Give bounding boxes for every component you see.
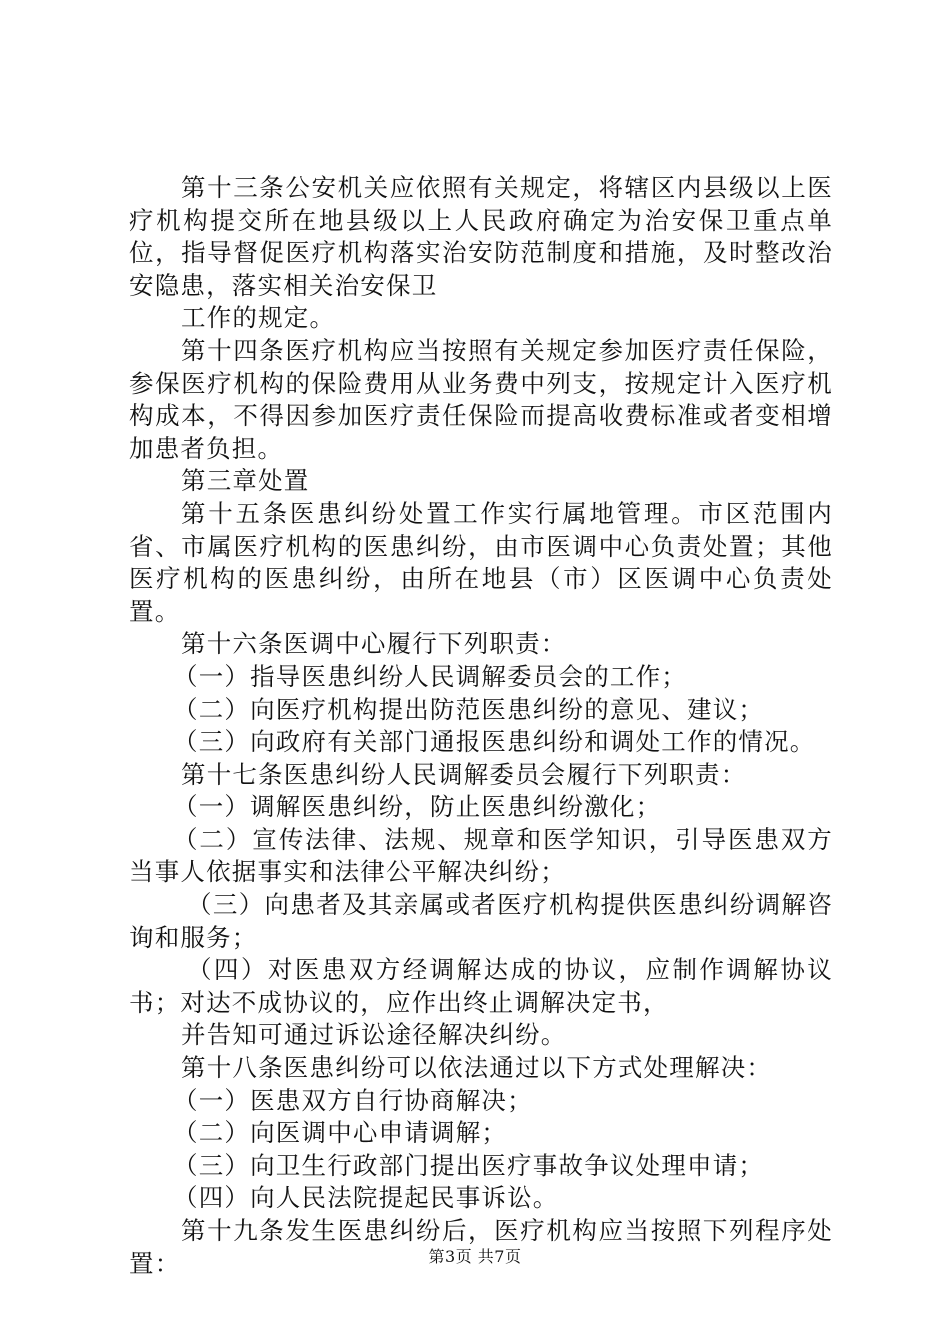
paragraph: 第十八条医患纠纷可以依法通过以下方式处理解决： <box>181 1053 773 1083</box>
paragraph: 第十九条发生医患纠纷后，医疗机构应当按照下列程序处置： <box>129 1216 833 1278</box>
list-item: （一）调解医患纠纷，防止医患纠纷激化； <box>173 792 662 822</box>
paragraph: 第十五条医患纠纷处置工作实行属地管理。市区范围内省、市属医疗机构的医患纠纷，由市医调中心负责处置；其他医疗机构的医患纠纷，由所在地县（市）区医调中心负责处置。 <box>129 498 833 626</box>
list-item: （四）对医患双方经调解达成的协议，应制作调解协议书；对达不成协议的，应作出终止调解决定书， <box>129 955 833 1017</box>
chapter-heading: 第三章处置 <box>181 466 310 496</box>
paragraph: 第十六条医调中心履行下列职责： <box>181 629 567 659</box>
list-item: （三）向患者及其亲属或者医疗机构提供医患纠纷调解咨询和服务； <box>129 890 833 952</box>
paragraph: 第十四条医疗机构应当按照有关规定参加医疗责任保险，参保医疗机构的保险费用从业务费中列支，按规定计入医疗机构成本，不得因参加医疗责任保险而提高收费标准或者变相增加患者负担。 <box>129 335 833 463</box>
list-item: （三）向卫生行政部门提出医疗事故争议处理申请； <box>173 1150 765 1180</box>
list-item: （二）向医调中心申请调解； <box>173 1118 508 1148</box>
list-item: （一）医患双方自行协商解决； <box>173 1085 533 1115</box>
list-item: （二）宣传法律、法规、规章和医学知识，引导医患双方当事人依据事实和法律公平解决纠纷； <box>129 824 833 887</box>
list-item: （二）向医疗机构提出防范医患纠纷的意见、建议； <box>173 694 765 724</box>
document-body <box>129 172 833 1280</box>
paragraph: 并告知可通过诉讼途径解决纠纷。 <box>181 1020 567 1050</box>
paragraph: 第十三条公安机关应依照有关规定，将辖区内县级以上医疗机构提交所在地县级以上人民政府确定为治安保卫重点单位，指导督促医疗机构落实治安防范制度和措施，及时整改治安隐患，落实相关治安保卫 <box>129 173 833 300</box>
list-item: （一）指导医患纠纷人民调解委员会的工作； <box>173 661 687 691</box>
paragraph: 第十七条医患纠纷人民调解委员会履行下列职责： <box>181 759 747 789</box>
paragraph: 工作的规定。 <box>181 303 336 333</box>
list-item: （四）向人民法院提起民事诉讼。 <box>173 1183 559 1213</box>
page-footer: 第3页 共7页 <box>428 1247 522 1266</box>
list-item: （三）向政府有关部门通报医患纠纷和调处工作的情况。 <box>173 727 816 757</box>
